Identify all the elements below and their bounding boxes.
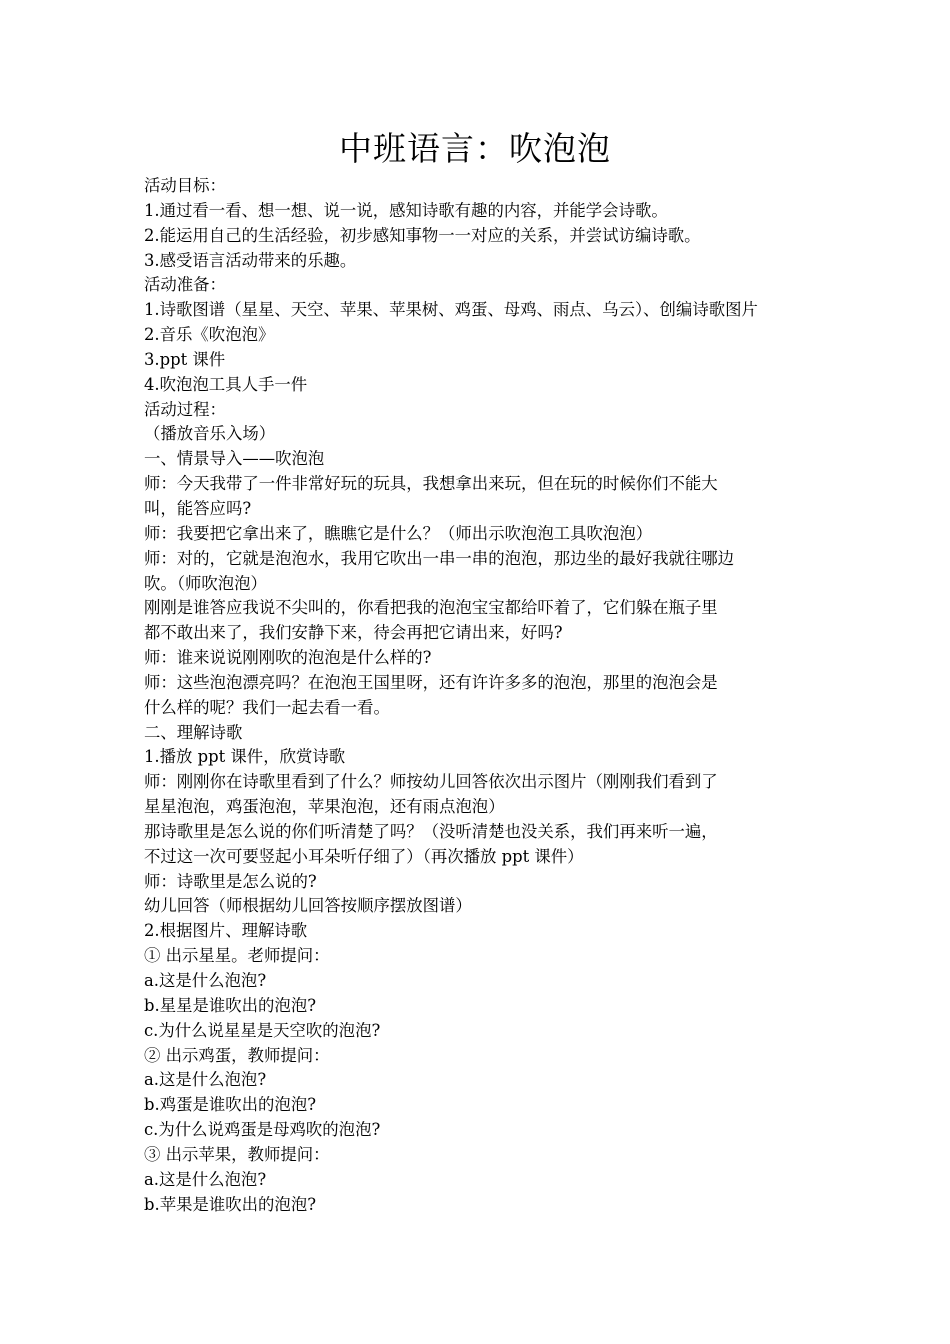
document-body (144, 174, 814, 1217)
text-line: a.这是什么泡泡? (144, 1070, 267, 1090)
text-line: a.这是什么泡泡? (144, 971, 267, 990)
text-line: 活动准备： (144, 275, 226, 295)
text-line: c.为什么说星星是天空吹的泡泡? (144, 1020, 381, 1040)
document-title: 中班语言：吹泡泡 (339, 129, 611, 168)
text-line: 二、理解诗歌 (144, 722, 243, 742)
text-line: 3.感受语言活动带来的乐趣。 (144, 250, 357, 270)
text-line: b.鸡蛋是谁吹出的泡泡? (144, 1095, 317, 1115)
text-line: b.星星是谁吹出的泡泡? (144, 995, 317, 1015)
text-line: 吹。（师吹泡泡） (144, 573, 267, 593)
text-line: ① 出示星星。老师提问： (144, 946, 330, 966)
text-line: 刚刚是谁答应我说不尖叫的，你看把我的泡泡宝宝都给吓着了，它们躲在瓶子里 (144, 598, 718, 618)
text-line: 师：诗歌里是怎么说的? (144, 871, 317, 891)
text-line: 1.诗歌图谱（星星、天空、苹果、苹果树、鸡蛋、母鸡、雨点、乌云）、创编诗歌图片 (144, 300, 758, 320)
text-line: 幼儿回答（师根据幼儿回答按顺序摆放图谱） (144, 896, 472, 916)
text-line: 那诗歌里是怎么说的你们听清楚了吗？（没听清楚也没关系，我们再来听一遍， (144, 821, 718, 841)
text-line: 师：刚刚你在诗歌里看到了什么？师按幼儿回答依次出示图片（刚刚我们看到了 (144, 772, 718, 792)
text-line: 师：这些泡泡漂亮吗？在泡泡王国里呀，还有许许多多的泡泡，那里的泡泡会是 (144, 672, 718, 692)
text-line: ③ 出示苹果，教师提问： (144, 1144, 330, 1164)
text-line: b.苹果是谁吹出的泡泡? (144, 1194, 317, 1214)
text-line: 一、情景导入——吹泡泡 (144, 449, 325, 469)
text-line: 2.根据图片、理解诗歌 (144, 921, 308, 941)
text-line: c.为什么说鸡蛋是母鸡吹的泡泡? (144, 1120, 381, 1140)
text-line: 2.能运用自己的生活经验，初步感知事物一一对应的关系，并尝试访编诗歌。 (144, 225, 701, 245)
text-line: 2.音乐《吹泡泡》 (144, 325, 275, 345)
text-line: 星星泡泡，鸡蛋泡泡，苹果泡泡，还有雨点泡泡） (144, 797, 505, 817)
text-line: 师：对的，它就是泡泡水，我用它吹出一串一串的泡泡，那边坐的最好我就往哪边 (144, 548, 735, 568)
text-line: 师：我要把它拿出来了，瞧瞧它是什么？（师出示吹泡泡工具吹泡泡） (144, 523, 653, 543)
text-line: 1.播放 ppt 课件，欣赏诗歌 (144, 747, 346, 767)
text-line: 叫，能答应吗? (144, 498, 252, 518)
text-line: 活动过程： (144, 399, 226, 419)
text-line: a.这是什么泡泡? (144, 1169, 267, 1189)
text-line: （播放音乐入场） (144, 424, 276, 444)
text-line: 活动目标： (144, 176, 226, 195)
text-line: 1.通过看一看、想一想、说一说，感知诗歌有趣的内容，并能学会诗歌。 (144, 200, 668, 220)
text-line: 3.ppt 课件 (144, 349, 226, 369)
text-line: 都不敢出来了，我们安静下来，待会再把它请出来，好吗? (144, 623, 563, 643)
text-line: 师：今天我带了一件非常好玩的玩具，我想拿出来玩，但在玩的时候你们不能大 (144, 474, 718, 494)
text-line: 4.吹泡泡工具人手一件 (144, 374, 308, 394)
text-line: 师：谁来说说刚刚吹的泡泡是什么样的? (144, 648, 432, 668)
text-line: 不过这一次可要竖起小耳朵听仔细了）（再次播放 ppt 课件） (144, 846, 584, 866)
text-line: ② 出示鸡蛋，教师提问： (144, 1045, 330, 1065)
text-line: 什么样的呢？我们一起去看一看。 (144, 697, 390, 717)
